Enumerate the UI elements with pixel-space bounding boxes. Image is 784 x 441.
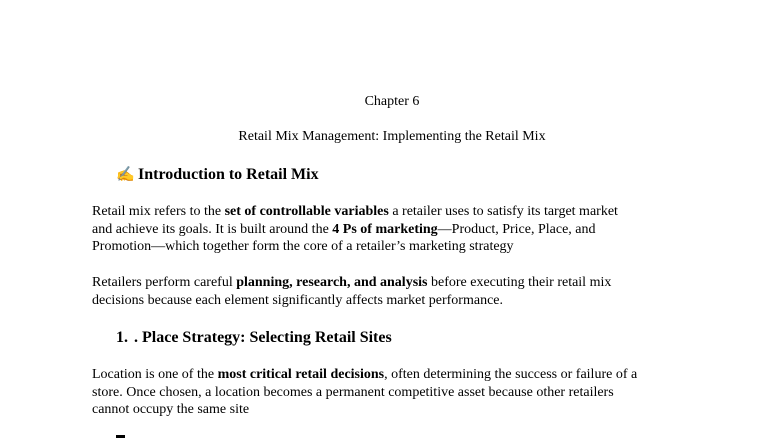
paragraph-retail-planning bbox=[92, 274, 712, 309]
text-run: and achieve its goals. It is built around the bbox=[92, 221, 333, 237]
bold-run: most critical retail decisions bbox=[217, 367, 385, 382]
section-heading-intro-text: Introduction to Retail Mix bbox=[138, 166, 319, 183]
paragraph-line bbox=[92, 366, 712, 384]
text-run: Retailers perform careful bbox=[92, 275, 237, 290]
paragraph-line bbox=[92, 274, 712, 292]
paragraph-line: store. Once chosen, a location becomes a permanent competitive asset because other retailers bbox=[92, 384, 614, 400]
chapter-title: Retail Mix Management: Implementing the Retail Mix bbox=[238, 129, 546, 144]
text-run: before executing their retail mix bbox=[427, 275, 612, 290]
cropped-next-heading-fragment bbox=[116, 432, 126, 441]
paragraph-line: cannot occupy the same site bbox=[92, 402, 250, 417]
section-heading-place-text: . Place Strategy: Selecting Retail Sites bbox=[134, 329, 392, 346]
text-run: Retail mix refers to the bbox=[92, 204, 225, 219]
section-number: 1. bbox=[116, 329, 128, 346]
paragraph-line bbox=[92, 221, 712, 239]
section-heading-intro bbox=[116, 165, 319, 185]
text-run: , often determining the success or failure of a bbox=[384, 367, 638, 382]
writing-hand-icon: ✍ bbox=[116, 167, 135, 183]
text-run: Location is one of the bbox=[92, 367, 218, 382]
text-run: a retailer uses to satisfy its target market bbox=[388, 204, 618, 219]
bold-run: set of controllable variables bbox=[224, 204, 389, 219]
chapter-label: Chapter 6 bbox=[364, 94, 420, 109]
text-run: —Product, Price, Place, and bbox=[437, 221, 596, 237]
bold-run: 4 Ps of marketing bbox=[332, 221, 438, 237]
paragraph-location bbox=[92, 366, 712, 419]
paragraph-retail-mix-definition bbox=[92, 203, 712, 256]
bold-run: planning, research, and analysis bbox=[236, 275, 428, 290]
paragraph-line: decisions because each element significantly affects market performance. bbox=[92, 292, 503, 308]
paragraph-line bbox=[92, 203, 712, 221]
section-heading-place-strategy bbox=[116, 328, 392, 348]
paragraph-line: Promotion—which together form the core of a retailer’s marketing strategy bbox=[92, 239, 514, 254]
